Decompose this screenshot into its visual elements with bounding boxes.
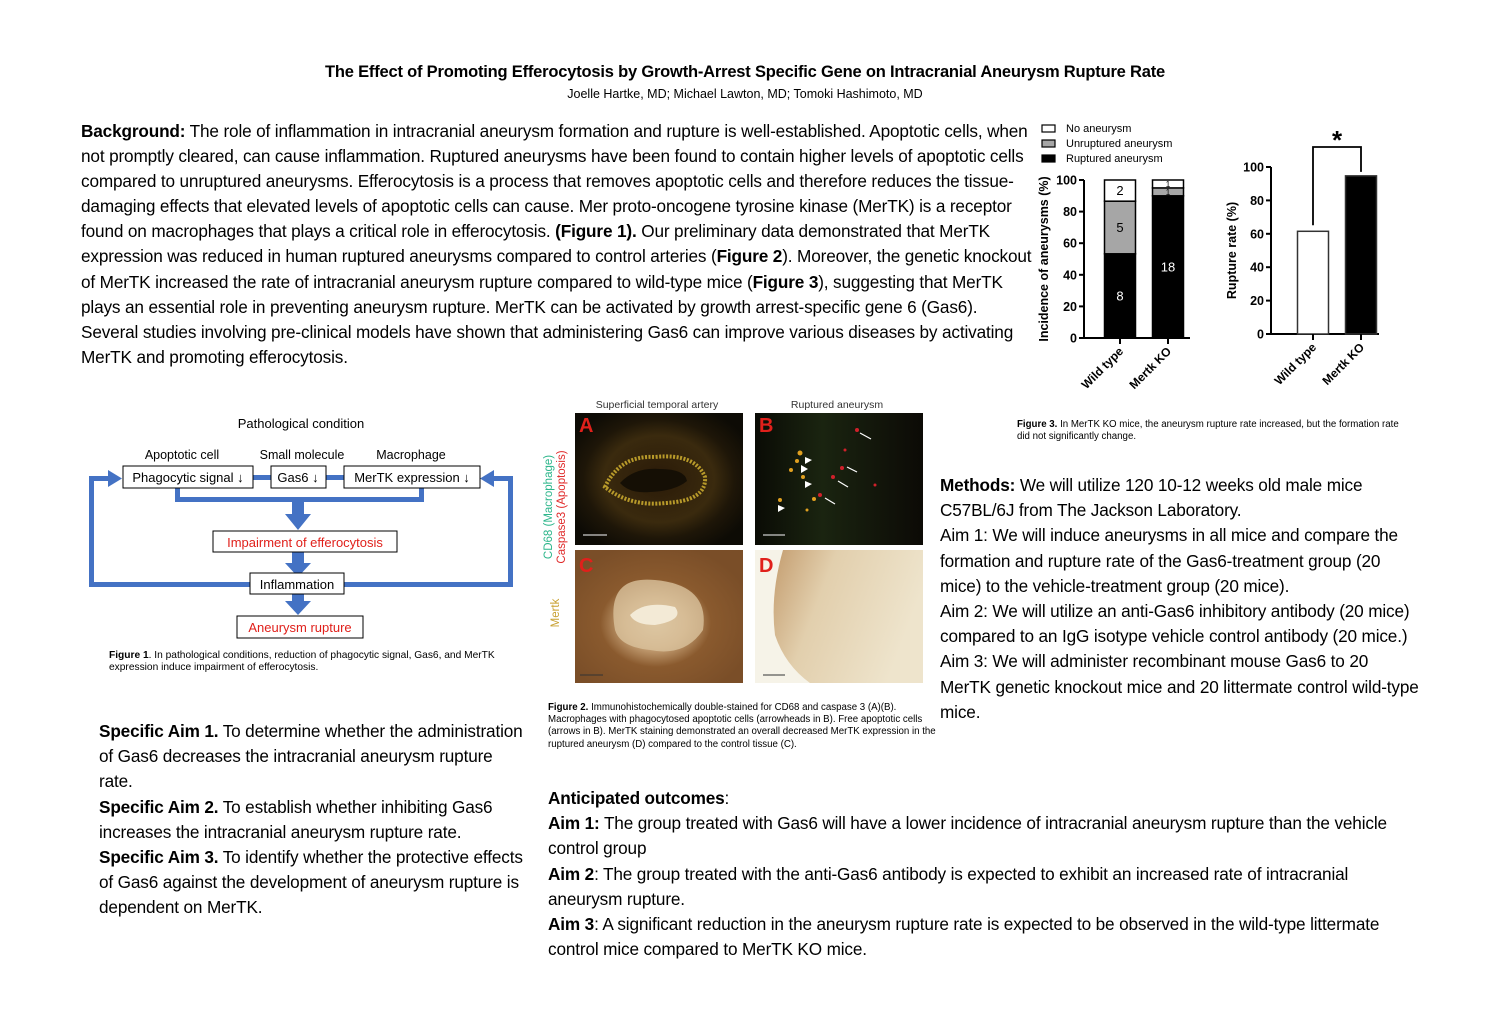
y-axis-label: Incidence of aneurysms (%) [1037,176,1051,342]
fig1-caption-text: . In pathological conditions, reduction of phagocytic signal, Gas6, and MerTK expression induce impairment of efferocytosis. [109,650,495,673]
outcome-label: Aim 2 [548,863,595,884]
specific-aim-text: To identify whether the protective effects of Gas6 against the development of aneurysm rupture is dependent on MerTK. [99,847,523,918]
figure1-reference: (Figure 1). [555,221,637,242]
figure1-caption [109,650,529,674]
outcome-label: Aim 1: [548,813,600,834]
y-tick-label: 80 [1063,205,1077,220]
outcome-text: : The group treated with the anti-Gas6 antibody is expected to exhibit an increased rate of intracranial aneurysm rupture. [548,863,1349,909]
y-tick-label: 100 [1243,160,1264,175]
specific-aim [99,795,529,845]
fig3-caption-label: Figure 3. [1017,419,1058,430]
fig1-col-label: Macrophage [376,448,446,462]
legend-swatch-ruptured [1042,155,1055,162]
methods-intro: We will utilize 120 10-12 weeks old male mice C57BL/6J from The Jackson Laboratory. [940,475,1363,521]
outcome-text: The group treated with Gas6 will have a lower incidence of intracranial aneurysm rupture than the vehicle control group [548,813,1387,859]
specific-aim-text: To determine whether the administration of Gas6 decreases the intracranial aneurysm rupture rate. [99,721,523,792]
rupture-bar [1298,231,1329,334]
rupture-label: Aneurysm rupture [248,620,352,635]
segment-count-label: 1 [1165,179,1171,189]
panel-letter: D [759,555,774,577]
significance-star: * [1331,125,1343,155]
outcome-text: : A significant reduction in the aneurysm rupture rate is expected to be observed in the wild-type littermate control mice compared to MerTK KO mice. [548,914,1380,960]
y-tick-label: 100 [1056,173,1077,188]
authors: Joelle Hartke, MD; Michael Lawton, MD; Tomoki Hashimoto, MD [567,87,923,101]
fig3-caption-text: In MerTK KO mice, the aneurysm rupture rate increased, but the formation rate did not significantly change. [1017,419,1399,442]
fig1-col-label: Apoptotic cell [144,448,220,462]
y-tick-label: 40 [1063,268,1077,283]
x-tick-label: Wild type [1078,344,1127,392]
fig1-col-label: Small molecule [259,448,345,462]
methods-label: Methods: [940,475,1016,495]
panel-b-image [755,413,923,545]
figure2-micrographs [535,395,935,685]
figure2-reference: Figure 2 [716,246,783,267]
specific-aim-text: To establish whether inhibiting Gas6 increases the intracranial aneurysm rupture rate. [99,796,493,842]
outcome-item [548,811,1398,861]
background-text: The role of inflammation in intracranial aneurysm formation and rupture is well-established. Apoptotic cells, when not promptly cleared, can cause inflammation. Ruptured aneurysms have been found to contain higher levels of apoptotic cells compared to unruptured aneurysms. Efferocytosis is a process that removes apoptotic cells and therefore reduces the tissue-damaging effects that elevated levels of apoptotic cells can cause. Mer proto-oncogene tyrosine kinase (MerTK) is a receptor found on macrophages that plays a critical role in efferocytosis. [81,121,1028,242]
outcome-label: Aim 3 [548,914,595,935]
background-text: ), suggesting that MerTK plays an essential role in preventing aneurysm rupture. MerTK can be activated by growth arrest-specific gene 6 (Gas6). Several studies involving pre-clinical models have shown that administering Gas6 can improve various diseases by activating MerTK and promoting efferocytosis. [81,271,1014,367]
outcomes-colon: : [724,788,730,808]
y-tick-label: 20 [1063,299,1077,314]
background-label: Background: [81,121,186,141]
cd68-label: CD68 (Macrophage) [543,454,555,560]
poster-title: The Effect of Promoting Efferocytosis by Growth-Arrest Specific Gene on Intracranial Aneurysm Rupture Rate [324,63,1165,81]
y-tick-label: 0 [1257,327,1264,342]
segment-count-label: 2 [1116,183,1124,199]
legend-swatch-no-aneurysm [1042,125,1055,132]
panel-letter: A [579,415,594,437]
panel-letter: C [579,555,594,577]
background-text: ). Moreover, the genetic knockout of MerTK increased the rate of intracranial aneurysm rupture compared to wild-type mice ( [81,246,1032,292]
figure3-charts [1030,115,1410,410]
specific-aim [99,719,529,795]
x-tick-label: Mertk KO [1126,344,1175,392]
outcomes-heading: Anticipated outcomes [548,788,725,808]
methods-section [940,473,1420,725]
chart1-legend [1042,123,1172,165]
stacked-incidence-chart [1037,174,1190,392]
y-tick-label: 20 [1250,294,1264,309]
figure2-caption [548,702,938,751]
fig1-box-label: Gas6 ↓ [277,470,319,485]
segment-count-label: 1 [1165,187,1171,197]
fig2-caption-text: Immunohistochemically double-stained for CD68 and caspase 3 (A)(B). Macrophages with phagocytosed apoptotic cells (arrowheads in B). Free apoptotic cells (arrows in B). MerTK staining demonstrated an overall decreased MerTK expression in the ruptured aneurysm (D) compared to the control tissue (C). [548,702,936,750]
legend-label: No aneurysm [1066,123,1132,135]
fig1-box-label: MerTK expression ↓ [354,470,470,485]
fig1-caption-label: Figure 1 [109,650,149,661]
y-tick-label: 60 [1063,236,1077,251]
segment-count-label: 5 [1116,219,1124,235]
specific-aims-section [99,719,529,921]
methods-aim3: Aim 3: We will administer recombinant mouse Gas6 to 20 MerTK genetic knockout mice and 20 littermate control wild-type mice. [940,651,1419,722]
methods-aim2: Aim 2: We will utilize an anti-Gas6 inhibitory antibody (20 mice) compared to an IgG isotype vehicle control antibody (20 mice.) [940,601,1410,647]
figure3-reference: Figure 3 [752,271,819,292]
fig1-heading: Pathological condition [237,416,365,431]
specific-aim [99,845,529,921]
outcome-item [548,862,1398,912]
rupture-rate-chart [1225,125,1379,388]
specific-aim-label: Specific Aim 3. [99,847,219,868]
caspase3-label: Caspase3 (Apoptosis) [556,450,568,564]
fig2-row-label [543,455,555,559]
x-tick-label: Mertk KO [1319,340,1368,388]
mertk-label: Mertk [550,598,562,628]
legend-swatch-unruptured [1042,140,1055,147]
background-text: Our preliminary data demonstrated that MerTK expression was reduced in human ruptured aneurysms compared to control arteries ( [81,221,990,267]
fig2-caption-label: Figure 2. [548,702,589,713]
y-tick-label: 60 [1250,227,1264,242]
background-section [81,119,1036,370]
specific-aim-label: Specific Aim 1. [99,721,219,741]
x-tick-label: Wild type [1271,340,1320,388]
segment-count-label: 18 [1160,259,1176,275]
y-tick-label: 0 [1070,331,1077,346]
fig2-col-title: Ruptured aneurysm [790,399,884,411]
outcome-item [548,912,1398,962]
legend-label: Ruptured aneurysm [1066,153,1163,165]
anticipated-outcomes-section [548,786,1398,962]
panel-letter: B [759,415,774,437]
figure3-caption [1017,419,1407,443]
legend-label: Unruptured aneurysm [1066,138,1173,150]
y-axis-label: Rupture rate (%) [1225,201,1239,300]
figure1-diagram [80,410,520,650]
segment-count-label: 8 [1116,288,1124,304]
fig1-box-label: Phagocytic signal ↓ [132,470,244,485]
rupture-bar [1346,176,1377,334]
inflammation-label: Inflammation [259,577,335,592]
impairment-label: Impairment of efferocytosis [227,535,383,550]
y-tick-label: 40 [1250,260,1264,275]
methods-aim1: Aim 1: We will induce aneurysms in all mice and compare the formation and rupture rate of the Gas6-treatment group (20 mice) to the vehicle-treatment group (20 mice). [940,525,1398,596]
fig2-col-title: Superficial temporal artery [595,399,719,411]
specific-aim-label: Specific Aim 2. [99,796,219,817]
y-tick-label: 80 [1250,193,1264,208]
